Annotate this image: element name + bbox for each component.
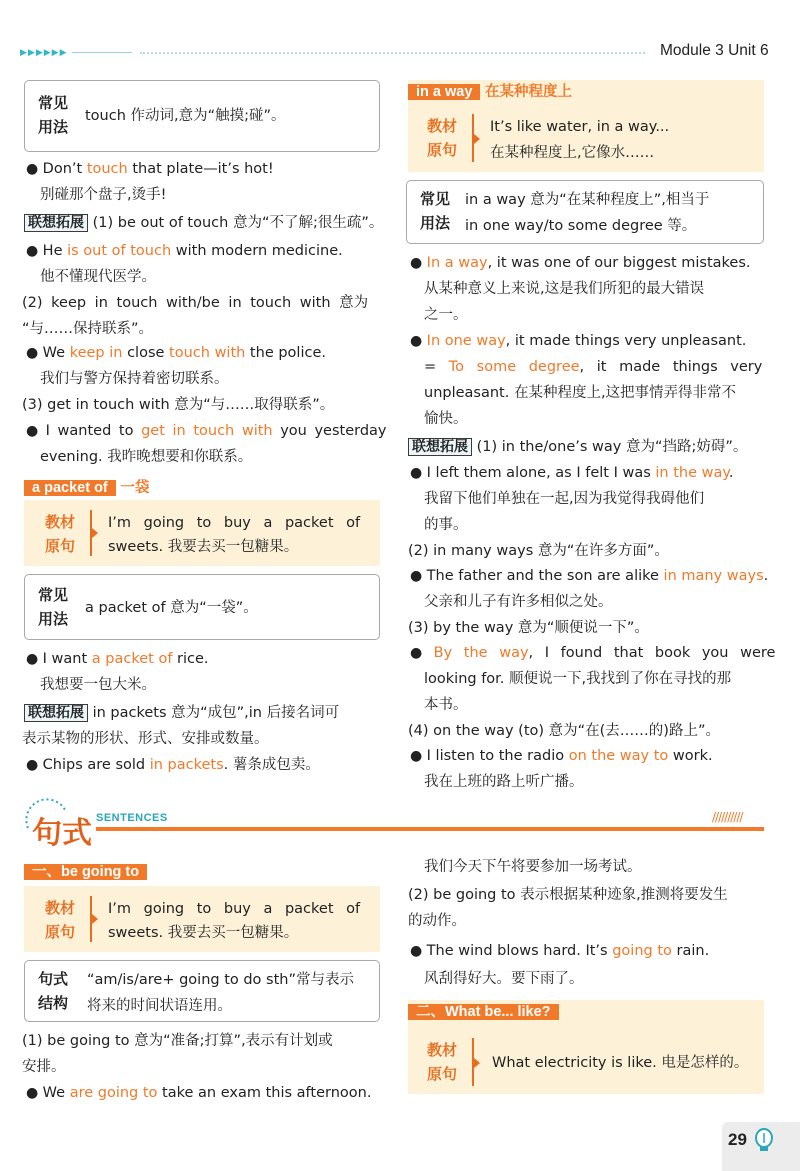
right-point-2: (2) in many ways 意为“在许多方面”。 <box>408 543 669 559</box>
s1-example-2: ● The wind blows hard. It’s going to rain. <box>410 943 710 959</box>
right-example-5: ● By the way, I found that book you were <box>410 645 776 661</box>
page-number: 29 <box>728 1130 747 1149</box>
s1-tag: 一、be going to <box>24 864 147 880</box>
usage-label: 常见 用法 <box>37 94 68 136</box>
extension-tag: 联想拓展 <box>24 214 88 232</box>
left-point-2a: (2) keep in touch with/be in touch with 意为 <box>22 295 369 311</box>
s1-example-2-cn: 风刮得好大。要下雨了。 <box>424 971 584 987</box>
inway-example-line1: It’s like water, in a way... <box>490 119 670 135</box>
s1-point-2b: 的动作。 <box>408 913 466 929</box>
right-example-6: ● I listen to the radio on the way to work. <box>410 748 713 764</box>
inway-phrase-tag: in a way <box>408 84 480 100</box>
packet-phrase-tag: a packet of <box>24 480 116 496</box>
extension-tag: 联想拓展 <box>24 704 88 722</box>
right-example-3-cn2: 的事。 <box>424 517 468 533</box>
example-label: 教材 原句 <box>426 1041 457 1083</box>
left-example-4-cont: evening. 我昨晚想要和你联系。 <box>40 449 253 465</box>
right-example-3: ● I left them alone, as I felt I was in the way. <box>410 465 734 481</box>
packet-phrase-heading <box>24 476 149 500</box>
inway-usage-line2: in one way/to some degree 等。 <box>465 218 697 234</box>
s2-tag: 二、What be... like? <box>408 1004 559 1020</box>
left-example-2: ● He is out of touch with modern medicine. <box>26 243 343 259</box>
inway-example-line2: 在某种程度上,它像水…… <box>490 145 655 161</box>
left-extension-2: 联想拓展 in packets 意为“成包”,in 后接名词可 <box>24 700 339 726</box>
structure-label: 句式 结构 <box>37 970 68 1012</box>
right-point-4: (4) on the way (to) 意为“在(去……的)路上”。 <box>408 723 720 739</box>
s1-point-2a: (2) be going to 表示根据某种迹象,推测将要发生 <box>408 887 728 903</box>
left-example-1: ● Don’t touch that plate—it’s hot! <box>26 161 274 177</box>
left-example-5-cn: 我想要一包大米。 <box>40 677 156 693</box>
packet-example-line1: I’m going to buy a packet of <box>108 515 361 531</box>
example-arrow <box>92 914 98 924</box>
example-label: 教材 原句 <box>426 117 457 159</box>
s1-example-1: ● We are going to take an exam this afternoon. <box>26 1085 372 1101</box>
right-example-1: ● In a way, it was one of our biggest mistakes. <box>410 255 751 271</box>
s1-example-line1: I’m going to buy a packet of <box>108 901 361 917</box>
header-arrows: ▶▶▶▶▶▶ <box>20 48 68 58</box>
right-example-3-cn1: 我留下他们单独在一起,因为我觉得我碍他们 <box>424 491 705 507</box>
packet-example-box <box>24 500 380 566</box>
touch-usage-text: touch 作动词,意为“触摸;碰”。 <box>85 108 286 124</box>
sentences-rule <box>96 827 764 831</box>
s1-example-line2: sweets. 我要去买一包糖果。 <box>108 925 299 941</box>
s2-example-text: What electricity is like. 电是怎样的。 <box>492 1055 749 1071</box>
header-dotted-rule <box>140 52 645 54</box>
example-label: 教材 原句 <box>44 513 75 555</box>
left-extension-1: 联想拓展 (1) be out of touch 意为“不了解;很生疏”。 <box>24 210 383 236</box>
left-example-3-cn: 我们与警方保持着密切联系。 <box>40 371 229 387</box>
s1-structure-line2: 将来的时间状语连用。 <box>87 998 232 1014</box>
example-label: 教材 原句 <box>44 899 75 941</box>
usage-label: 常见 用法 <box>419 190 450 232</box>
usage-label: 常见 用法 <box>37 586 68 628</box>
touch-usage-box <box>24 80 380 152</box>
packet-usage-box <box>24 574 380 640</box>
s1-point-1a: (1) be going to 意为“准备;打算”,表示有计划或 <box>22 1033 333 1049</box>
left-example-5: ● I want a packet of rice. <box>26 651 209 667</box>
left-example-2-cn: 他不懂现代医学。 <box>40 269 156 285</box>
left-point-2b: “与……保持联系”。 <box>22 321 154 337</box>
right-example-5-cn1: looking for. 顺便说一下,我找到了你在寻找的那 <box>424 671 732 687</box>
left-extension-2-cont: 表示某物的形状、形式、安排或数量。 <box>22 731 269 747</box>
left-example-4: ● I wanted to get in touch with you yesterday <box>26 423 387 439</box>
inway-usage-line1: in a way 意为“在某种程度上”,相当于 <box>465 192 710 208</box>
inway-section-box <box>408 80 764 172</box>
s1-example-1-cn: 我们今天下午将要参加一场考试。 <box>424 859 642 875</box>
right-example-6-cn: 我在上班的路上听广播。 <box>424 774 584 790</box>
s1-structure-line1: “am/is/are+ going to do sth”常与表示 <box>87 972 354 988</box>
packet-phrase-cn: 一袋 <box>120 480 150 496</box>
left-example-3: ● We keep in close touch with the police. <box>26 345 326 361</box>
extension-tag: 联想拓展 <box>408 438 472 456</box>
lightbulb-icon <box>754 1128 774 1154</box>
inway-phrase-cn: 在某种程度上 <box>485 84 573 100</box>
right-point-3: (3) by the way 意为“顺便说一下”。 <box>408 620 649 636</box>
sentences-slashes: ////////// <box>712 810 743 824</box>
s2-section-box <box>408 1000 764 1094</box>
right-example-1-cn2: 之一。 <box>424 307 468 323</box>
header-title: Module 3 Unit 6 <box>660 42 769 59</box>
sentences-title: 句式 <box>32 816 92 851</box>
header-rule <box>72 52 132 53</box>
right-example-2-eq: = To some degree, it made things very <box>424 359 763 375</box>
right-example-1-cn1: 从某种意义上来说,这是我们所犯的最大错误 <box>424 281 705 297</box>
example-arrow <box>474 1058 480 1068</box>
packet-example-line2: sweets. 我要去买一包糖果。 <box>108 539 299 555</box>
right-example-4-cn: 父亲和儿子有许多相似之处。 <box>424 594 613 610</box>
right-example-5-cn2: 本书。 <box>424 697 468 713</box>
right-example-2-cn2: 愉快。 <box>424 411 468 427</box>
inway-usage-box <box>406 180 764 244</box>
example-arrow <box>474 134 480 144</box>
right-extension: 联想拓展 (1) in the/one’s way 意为“挡路;妨碍”。 <box>408 434 747 460</box>
example-arrow <box>92 528 98 538</box>
left-example-1-cn: 别碰那个盘子,烫手! <box>40 187 167 203</box>
s1-point-1b: 安排。 <box>22 1059 66 1075</box>
sentences-title-en: SENTENCES <box>96 812 168 824</box>
left-example-6: ● Chips are sold in packets. 薯条成包卖。 <box>26 757 320 773</box>
s1-structure-box <box>24 960 380 1022</box>
right-example-2: ● In one way, it made things very unpleasant. <box>410 333 747 349</box>
s1-heading <box>24 860 147 884</box>
packet-usage-text: a packet of 意为“一袋”。 <box>85 600 258 616</box>
left-point-3: (3) get in touch with 意为“与……取得联系”。 <box>22 397 335 413</box>
right-example-4: ● The father and the son are alike in many ways. <box>410 568 769 584</box>
s1-example-box <box>24 886 380 952</box>
right-example-2-cn1: unpleasant. 在某种程度上,这把事情弄得非常不 <box>424 385 737 401</box>
